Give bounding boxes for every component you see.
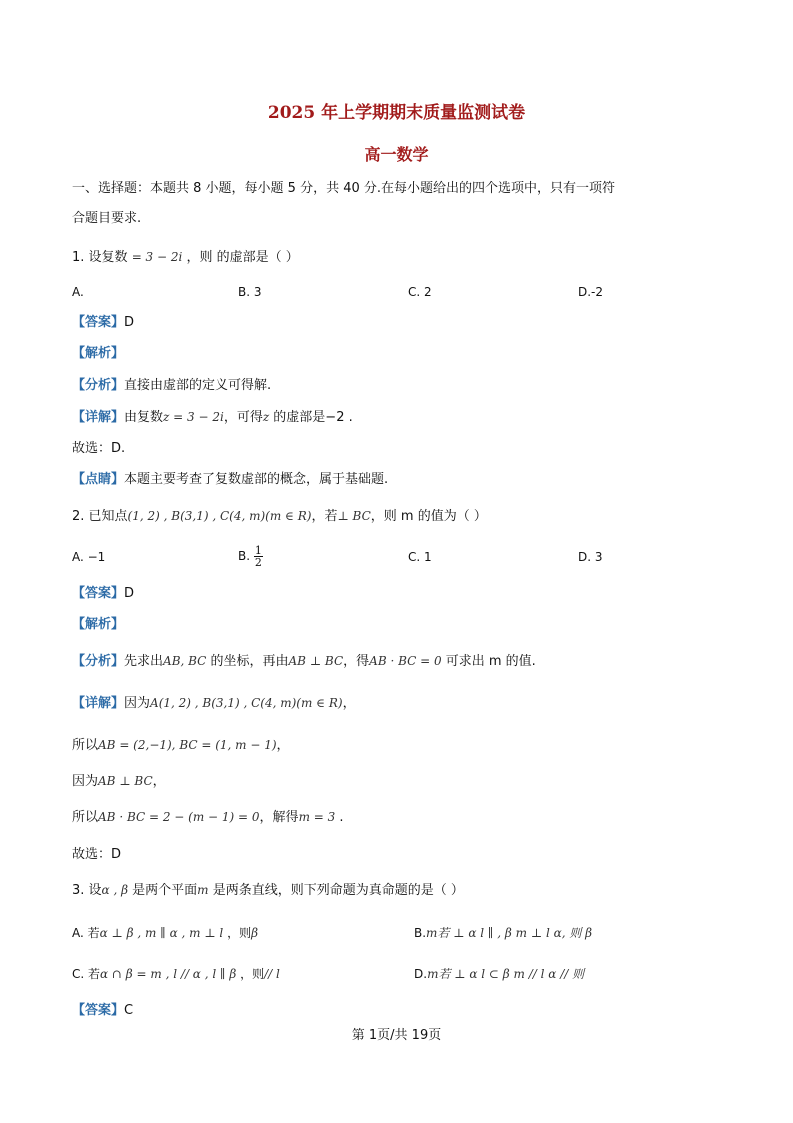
q1-option-d: D.-2 [578,285,604,299]
q3-stem-c: 是两条直线，则下列命题为真命题的是（ ） [208,883,464,898]
q1-option-b: B. 3 [238,285,262,299]
q3-optC-a: C. 若 [72,967,101,981]
section-heading-line2: 合题目要求. [72,211,142,226]
jiexi-tag: 【解析】 [72,617,125,632]
q1-stem-text-a: 1. 设复数 [72,250,128,265]
q2-suoyi2-c: . [335,810,344,825]
q2-suoyi1-math: AB = (2,−1), BC = (1, m − 1) [98,738,277,752]
q3-option-a [72,924,258,941]
q3-optA-a: A. 若 [72,926,100,940]
q2-stem-b: ，若 [311,509,338,524]
xiangjie-tag: 【详解】 [72,696,125,711]
q3-answer [72,1002,133,1020]
q1-math-z: = 3 − 2i [131,250,183,264]
q2-guxuan: 故选：D [72,847,122,862]
q1-xiangjie-a: 由复数 [124,410,164,425]
q2-answer [72,585,134,603]
q1-answer [72,314,134,332]
q2-fenxi-d: 可求出 m 的值. [441,654,536,669]
section-heading-line1: 一、选择题：本题共 8 小题，每小题 5 分，共 40 分.在每小题给出的四个选项中，只有一项符 [72,181,616,196]
q2-suoyi2-a: 所以 [72,810,99,825]
q3-option-c [72,965,280,982]
q1-option-a: A. [72,285,84,299]
q2-suoyi1-b: ， [276,738,290,753]
q2-answer-value: D [124,586,135,601]
exam-title: 2025 年上学期期末质量监测试卷 [267,103,526,123]
q2-suoyi2-math: AB · BC = 2 − (m − 1) = 0 [98,810,260,824]
q3-math-ab: α , β [101,883,129,897]
q2-stem-a: 2. 已知点 [72,509,128,524]
q2-yinwei [72,772,166,791]
q1-jiexi [72,345,124,363]
q2-xiangjie-math: A(1, 2) , B(3,1) , C(4, m)(m ∈ R) [150,696,343,710]
q3-stem [72,881,464,900]
fraction-numerator: 1 [254,544,262,557]
q1-fenxi [72,377,271,395]
q2-stem-c: ，则 m 的值为（ ） [370,509,487,524]
q1-guxuan: 故选：D. [72,441,126,456]
q3-optB-a: B. [414,926,427,940]
q2-option-b-fraction [254,545,263,568]
xiangjie-tag: 【详解】 [72,410,125,425]
q1-dianjing-text: 本题主要考查了复数虚部的概念，属于基础题. [124,472,389,487]
q3-optC-math2: // l [264,967,280,981]
q1-stem [72,248,299,267]
q3-optD-math: m若 ⊥ α l ⊂ β m // l α // 则 [427,967,585,981]
fraction-denominator: 2 [254,556,262,569]
q1-xiangjie-c: 的虚部是−2 . [269,410,353,425]
q2-jiexi [72,616,124,634]
q2-math-points: (1, 2) , B(3,1) , C(4, m)(m ∈ R) [127,509,312,523]
q2-option-b-label: B. [238,549,251,563]
fenxi-tag: 【分析】 [72,654,125,669]
q3-optC-b: ，则 [236,967,265,981]
q1-fenxi-text: 直接由虚部的定义可得解. [124,378,272,393]
q3-optC-math: α ∩ β = m , l // α , l ∥ β [100,967,237,981]
q2-yinwei-b: ， [152,774,166,789]
q2-xiangjie-b: ， [342,696,356,711]
q2-suoyi1-a: 所以 [72,738,99,753]
q2-xiangjie-a: 因为 [124,696,151,711]
q1-xiangjie-b: ，可得 [223,410,263,425]
q3-optA-math: α ⊥ β , m ∥ α , m ⊥ l [99,926,224,940]
q3-math-m: m [197,883,209,897]
q3-stem-b: 是两个平面 [128,883,198,898]
q3-option-b [414,924,592,941]
q3-answer-value: C [124,1003,134,1018]
exam-subject: 高一数学 [364,145,429,164]
q1-answer-value: D [124,315,135,330]
q2-yinwei-math: AB ⊥ BC [98,774,153,788]
dianjing-tag: 【点睛】 [72,472,125,487]
q3-optD-a: D. [414,967,428,981]
jiexi-tag: 【解析】 [72,346,125,361]
q2-option-d: D. 3 [578,550,603,564]
answer-tag: 【答案】 [72,586,125,601]
q1-xiangjie-math: z = 3 − 2i [163,410,224,424]
q2-fenxi-math3: AB · BC = 0 [369,654,442,668]
q1-xiangjie [72,408,353,427]
q2-yinwei-a: 因为 [72,774,99,789]
q3-optA-b: ，则 [223,926,252,940]
answer-tag: 【答案】 [72,315,125,330]
q2-fenxi-math2: AB ⊥ BC [288,654,344,668]
q2-math-perp: ⊥ BC [337,509,371,523]
answer-tag: 【答案】 [72,1003,125,1018]
q2-fenxi-a: 先求出 [124,654,164,669]
q2-fenxi-b: 的坐标，再由 [206,654,289,669]
q2-suoyi-1 [72,736,290,755]
q2-stem [72,507,487,526]
q3-optB-math: m若 ⊥ α l ∥ , β m ⊥ l α, 则 β [426,926,593,940]
q3-optA-math2: β [251,926,259,940]
q2-option-a: A. −1 [72,550,106,564]
q2-fenxi-c: ，得 [343,654,370,669]
q2-option-b [238,545,263,568]
q3-option-d [414,965,584,982]
q2-fenxi [72,652,536,671]
q2-suoyi2-b: ，解得 [259,810,299,825]
q1-option-c: C. 2 [408,285,432,299]
q1-dianjing [72,471,388,489]
q2-fenxi-math: AB, BC [163,654,207,668]
q2-option-c: C. 1 [408,550,432,564]
q2-xiangjie [72,694,356,713]
q2-suoyi2-math2: m = 3 [298,810,336,824]
q1-stem-text-b: ，则 的虚部是（ ） [186,250,299,265]
fenxi-tag: 【分析】 [72,378,125,393]
q2-suoyi-2 [72,808,344,827]
page-footer: 第 1页/共 19页 [351,1028,442,1043]
q1-xiangjie-math2: z [262,410,270,424]
q3-stem-a: 3. 设 [72,883,102,898]
